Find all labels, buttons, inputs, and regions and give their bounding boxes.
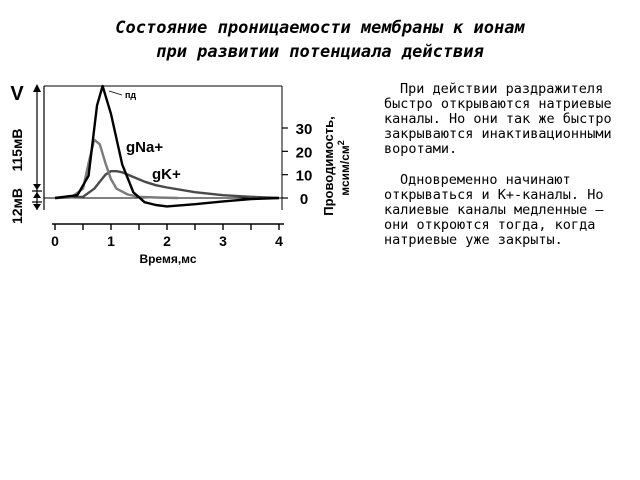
series-label-ap: пд (125, 90, 137, 100)
conductance-tick-label: 20 (295, 144, 313, 162)
time-tick-label: 4 (275, 233, 283, 249)
conductance-axis-label: Проводимость, (321, 116, 336, 216)
slide-title-line-1: Состояние проницаемости мембраны к ионам (115, 18, 525, 38)
time-axis-label: Время,мс (139, 252, 197, 266)
slide-title-line-2: при развитии потенциала действия (156, 42, 484, 62)
series-label-ap-leader (109, 91, 122, 95)
conductance-axis-unit-text: мсим/см (338, 145, 352, 196)
voltage-axis-arrow-low (33, 192, 41, 198)
conductance-tick-label: 10 (295, 167, 313, 185)
conductance-tick-label: 30 (295, 121, 313, 138)
time-tick-label: 2 (163, 233, 171, 249)
time-tick-label: 0 (51, 233, 59, 249)
action-potential-chart (0, 78, 360, 278)
slide-title (0, 16, 640, 64)
body-text (384, 82, 634, 248)
voltage-axis-label-115: 115мВ (9, 128, 25, 172)
voltage-axis-arrow-bottom (33, 204, 41, 210)
conductance-tick-label: 0 (299, 191, 309, 208)
time-axis-ticks (51, 224, 283, 249)
voltage-axis-label-v: V (10, 83, 24, 105)
paragraph-sodium-channels: При действии раздражителя быстро открываются натриевые каналы. Но они так же быстро закрываются инактивационными воротами. (384, 81, 612, 157)
paragraph-potassium-channels: Одновременно начинают открываться и К+-каналы. Но калиевые каналы медленные – они откроются тогда, когда натриевые уже закрыты. (384, 172, 604, 248)
series-label-gk: gK+ (152, 166, 181, 183)
voltage-axis-arrow-mid (33, 184, 41, 190)
conductance-axis-unit (336, 140, 352, 196)
time-tick-label: 1 (107, 233, 115, 249)
conductance-axis-ticks (282, 121, 312, 208)
time-tick-label: 3 (219, 233, 227, 249)
voltage-axis-arrow-top (33, 84, 41, 92)
chart-canvas (0, 78, 360, 278)
series-label-gna: gNa+ (126, 139, 164, 156)
voltage-axis-label-12: 12мВ (9, 187, 25, 225)
conductance-axis-unit-sup: 2 (336, 140, 346, 146)
